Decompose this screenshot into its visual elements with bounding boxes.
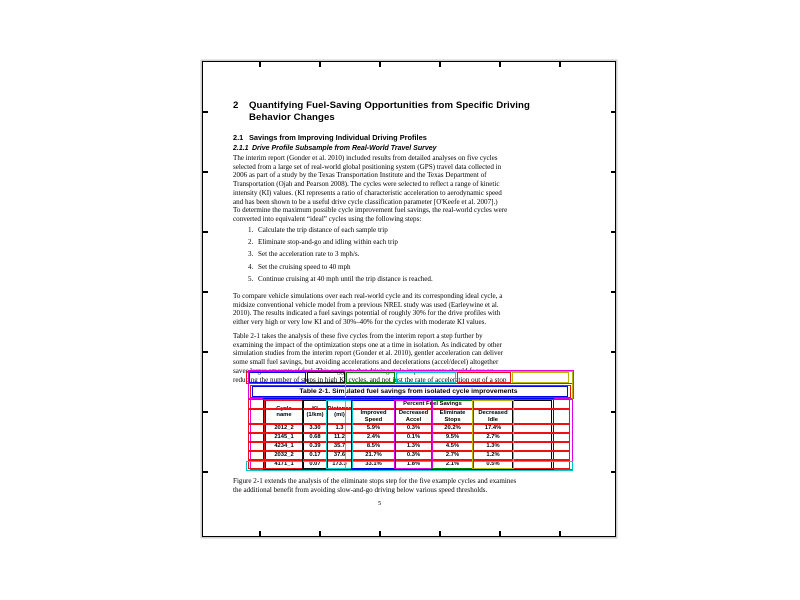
annotation-box: [326, 400, 353, 469]
paragraph-line: saves larger amounts of fuel. This suggests that driving style improvements should focus on: [233, 366, 494, 375]
annotation-box: [472, 400, 514, 469]
paragraph-2: [233, 292, 575, 327]
axis-tick: [203, 291, 208, 292]
list-item: [248, 238, 590, 250]
list-item-number: 1.: [248, 226, 254, 234]
axis-tick: [203, 231, 208, 232]
axis-tick: [611, 111, 616, 112]
list-item-number: 3.: [248, 250, 254, 259]
table-data-cell: 2145_1: [265, 433, 303, 442]
paragraph-line: simulation studies from the interim report (Gonder et al. 2010), gentler acceleration can deliver: [233, 349, 504, 358]
paragraph-line: and has been shown to be a useful drive cycle classification parameter [O'Keefe et al. 2007].): [233, 197, 498, 206]
page-number: 5: [378, 500, 382, 507]
axis-tick: [439, 62, 440, 67]
table-data-cell: 33.1%: [352, 460, 395, 469]
axis-tick: [259, 62, 260, 67]
table-subheader-cell: Eliminate Stops: [432, 409, 473, 424]
table-data-cell: 37.6: [327, 451, 352, 460]
axis-tick: [203, 411, 208, 412]
axis-tick: [379, 62, 380, 67]
table-data-cell: 1.2%: [473, 451, 513, 460]
table-subheader-cell: Decreased Idle: [473, 409, 513, 424]
table-data-cell: 5.9%: [352, 424, 395, 433]
axis-tick: [439, 531, 440, 536]
table-data-cell: 0.07: [303, 460, 327, 469]
subsection-number: 2.1.1: [233, 145, 249, 152]
table-data-cell: 9.5%: [432, 433, 473, 442]
table-data-cell: 4171_1: [265, 460, 303, 469]
axis-tick: [319, 531, 320, 536]
paragraph-1: [233, 154, 575, 224]
axis-tick: [499, 62, 500, 67]
paragraph-line: 2006 as part of a study by the Texas Transportation Institute and the Texas Department of: [233, 171, 487, 180]
annotation-box: [351, 400, 396, 469]
axis-tick: [203, 111, 208, 112]
table-data-cell: 3.30: [303, 424, 327, 433]
paragraph-figure: [233, 477, 575, 494]
table-data-cell: 1.3%: [395, 442, 432, 451]
axis-tick: [611, 231, 616, 232]
table-subheader-cell: Improved Speed: [352, 409, 395, 424]
list-item-text: Eliminate stop-and-go and idling within each trip: [258, 238, 398, 247]
table-data-cell: 21.7%: [352, 451, 395, 460]
axis-tick: [203, 171, 208, 172]
chapter-number: 2: [233, 100, 239, 111]
paragraph-line: To compare vehicle simulations over each real-world cycle and its corresponding ideal cycle, a: [233, 292, 503, 300]
annotation-box: [394, 400, 433, 469]
annotation-box: [302, 400, 328, 469]
paragraph-line: 2010). The results indicated a fuel savings potential of roughly 30% for the drive profiles with: [233, 309, 501, 318]
table-data-cell: 8.5%: [352, 442, 395, 451]
axis-tick: [259, 531, 260, 536]
paragraph-line: Table 2-1 takes the analysis of these five cycles from the interim report a step further by: [233, 332, 483, 340]
table-data-cell: 20.2%: [432, 424, 473, 433]
paragraph-line: selected from a large set of real-world global positioning system (GPS) travel data collected in: [233, 162, 502, 171]
table-header-cell: KI (1/km): [303, 400, 327, 424]
axis-tick: [611, 171, 616, 172]
table-data-cell: 17.4%: [473, 424, 513, 433]
section-title: Savings from Improving Individual Driving Profiles: [249, 133, 427, 142]
axis-tick: [203, 351, 208, 352]
table-data-cell: 2.4%: [352, 433, 395, 442]
axis-tick: [499, 531, 500, 536]
list-item-number: 5.: [248, 274, 254, 283]
axis-tick: [559, 62, 560, 67]
annotation-box: [264, 400, 303, 469]
list-item-number: 4.: [248, 262, 254, 271]
list-item: [248, 226, 590, 238]
paragraph-line: To determine the maximum possible cycle improvement fuel savings, the real-world cycles were: [233, 206, 508, 215]
axis-tick: [611, 471, 616, 472]
table-data-cell: 2012_2: [265, 424, 303, 433]
table-data-cell: 0.5%: [473, 460, 513, 469]
table-data-cell: 2.1%: [432, 460, 473, 469]
section-number: 2.1: [233, 133, 244, 142]
paragraph-line: reducing the number of stops in high KI cycles, and not just the rate of acceleration out of a stop: [233, 375, 507, 384]
axis-tick: [379, 531, 380, 536]
table-data-cell: 11.2: [327, 433, 352, 442]
axis-tick: [559, 531, 560, 536]
table-data-cell: 0.1%: [395, 433, 432, 442]
table-data-cell: 173.3: [327, 460, 352, 469]
table-data-cell: 1.8%: [395, 460, 432, 469]
subsection-title: Drive Profile Subsample from Real-World Travel Survey: [252, 145, 437, 152]
chapter-heading-line2: Behavior Changes: [249, 112, 335, 123]
table-data-cell: 1.3: [327, 424, 352, 433]
table-data-cell: 4.5%: [432, 442, 473, 451]
paragraph-line: some small fuel savings, but avoiding accelerations and decelerations (accel/decel) altogether: [233, 358, 499, 367]
table-data-cell: 0.17: [303, 451, 327, 460]
list-item-text: Set the acceleration rate to 3 mph/s.: [258, 250, 360, 259]
paragraph-line: converted into equivalent “ideal” cycles using the following steps:: [233, 215, 422, 224]
axis-tick: [611, 411, 616, 412]
paragraph-line: midsize conventional vehicle model from a previous NREL study was used (Earleywine et al.: [233, 300, 499, 309]
annotation-box: [431, 400, 474, 469]
table-data-cell: 2.7%: [432, 451, 473, 460]
paragraph-line: Transportation (Ojah and Pearson 2008). The cycles were selected to reflect a range of kinetic: [233, 180, 500, 189]
table-data-cell: 0.3%: [395, 424, 432, 433]
paragraph-line: The interim report (Gonder et al. 2010) included results from detailed analyses on five cycles: [233, 154, 498, 162]
paragraph-line: Figure 2-1 extends the analysis of the eliminate stops step for the five example cycles and examines: [233, 477, 517, 485]
axis-tick: [203, 471, 208, 472]
list-item: [248, 275, 590, 287]
table-data-cell: 2.7%: [473, 433, 513, 442]
numbered-list: [248, 226, 590, 287]
table-caption: Table 2-1. Simulated fuel savings from isolated cycle improvements: [299, 388, 518, 395]
paragraph-line: intensity (KI) values. (KI represents a ratio of characteristic acceleration to aerodynamic speed: [233, 188, 502, 197]
table-data-cell: 0.68: [303, 433, 327, 442]
list-item-text: Calculate the trip distance of each sample trip: [258, 226, 388, 234]
table-data-cell: 0.39: [303, 442, 327, 451]
paragraph-line: either very high or very low KI and of 30%–40% for the cycles with moderate KI values.: [233, 318, 487, 327]
axis-tick: [611, 291, 616, 292]
table-data-cell: 0.3%: [395, 451, 432, 460]
list-item: [248, 250, 590, 262]
table-span-header: Percent Fuel Savings: [352, 400, 513, 409]
table-header-cell: Cycle name: [265, 400, 303, 424]
list-item-text: Continue cruising at 40 mph until the trip distance is reached.: [258, 274, 433, 283]
chapter-heading-line1: Quantifying Fuel-Saving Opportunities from Specific Driving: [249, 100, 530, 111]
axis-tick: [611, 351, 616, 352]
paragraph-line: examining the impact of the optimization steps one at a time in isolation. As indicated by other: [233, 340, 502, 349]
table-subheader-cell: Decreased Accel: [395, 409, 432, 424]
table-data-cell: 1.3%: [473, 442, 513, 451]
table-data-cell: 2032_2: [265, 451, 303, 460]
list-item-text: Set the cruising speed to 40 mph: [258, 262, 351, 271]
list-item-number: 2.: [248, 238, 254, 247]
table-header-cell: Distance (mi): [327, 400, 352, 424]
table-data-cell: 35.7: [327, 442, 352, 451]
paragraph-line: the additional benefit from avoiding slow-and-go driving below various speed thresholds.: [233, 485, 488, 494]
axis-tick: [319, 62, 320, 67]
table-data-cell: 4234_1: [265, 442, 303, 451]
list-item: [248, 263, 590, 275]
